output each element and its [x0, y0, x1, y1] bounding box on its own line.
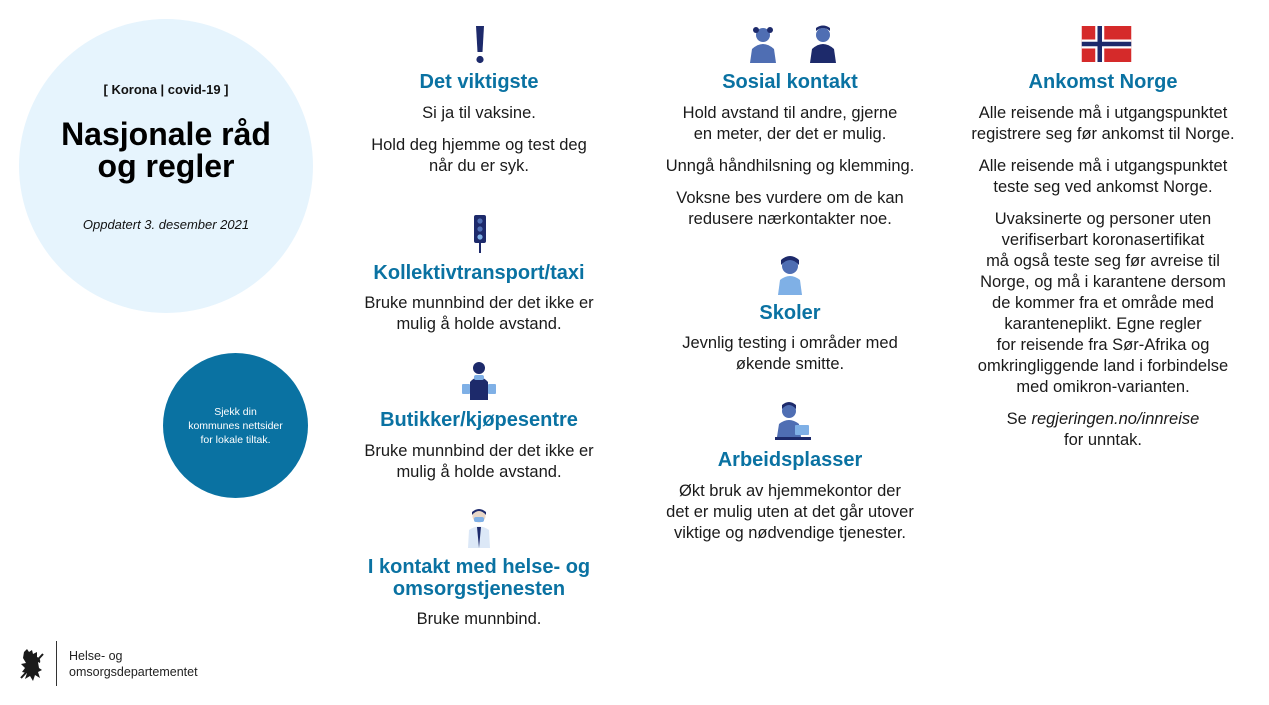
section-ankomst-norge	[943, 71, 1263, 451]
page-title	[19, 118, 313, 182]
student-icon	[776, 255, 804, 295]
shopper-icon	[460, 360, 498, 402]
section-butikker	[329, 409, 629, 483]
norwegian-lion-coat-of-arms-icon	[18, 648, 46, 682]
sosial-p1-line1: Hold avstand til andre, gjerne	[682, 104, 898, 122]
section-det-viktigste	[329, 71, 629, 177]
ministry-name	[69, 648, 198, 680]
viktigste-p2-line1: Hold deg hjemme og test deg	[371, 136, 587, 154]
sosial-p3-line2: redusere nærkontakter noe.	[688, 210, 892, 228]
arbeid-p1-line2: det er mulig uten at det går utover	[666, 503, 914, 521]
ankomst-p3-line1: Uvaksinerte og personer uten	[994, 210, 1212, 228]
updated-date: Oppdatert 3. desember 2021	[82, 217, 250, 232]
section-sosial-kontakt	[640, 71, 940, 230]
section-helse	[329, 556, 629, 630]
topic-tag: [ Korona | covid-19 ]	[103, 82, 229, 97]
skoler-p1-line1: Jevnlig testing i områder med	[682, 334, 898, 352]
section-title-ankomst-norge: Ankomst Norge	[1028, 71, 1178, 93]
ankomst-p3-line5: de kommer fra et område med	[992, 294, 1214, 312]
ankomst-paragraph-2	[943, 156, 1263, 198]
ankomst-p3-line7: for reisende fra Sør-Afrika og	[996, 336, 1210, 354]
transport-paragraph-1	[329, 293, 629, 335]
ankomst-p3-line2: verifiserbart koronasertifikat	[1001, 231, 1205, 249]
ankomst-p3-line9: med omikron-varianten.	[1016, 378, 1190, 396]
traffic-light-icon	[472, 215, 488, 253]
helse-title-line2: omsorgstjenesten	[392, 578, 566, 600]
ankomst-p4-prefix: Se	[1006, 410, 1032, 428]
arbeid-p1-line1: Økt bruk av hjemmekontor der	[679, 482, 901, 500]
ankomst-paragraph-1	[943, 103, 1263, 145]
ankomst-p2-line1: Alle reisende må i utgangspunktet	[978, 157, 1228, 175]
sosial-p1-line2: en meter, der det er mulig.	[693, 125, 887, 143]
arbeid-p1-line3: viktige og nødvendige tjenester.	[673, 524, 907, 542]
viktigste-p2-line2: når du er syk.	[429, 157, 529, 175]
norway-flag-icon	[1081, 26, 1132, 62]
exclamation-icon	[472, 25, 488, 65]
ministry-name-line1: Helse- og	[69, 649, 123, 663]
skoler-paragraph-1	[640, 333, 940, 375]
ankomst-p3-line8: omkringliggende land i forbindelse	[977, 357, 1229, 375]
local-note-line3: for lokale tiltak.	[200, 433, 271, 446]
section-title-sosial-kontakt: Sosial kontakt	[722, 71, 858, 93]
sosial-paragraph-2: Unngå håndhilsning og klemming.	[665, 157, 915, 175]
ministry-name-line2: omsorgsdepartementet	[69, 665, 198, 679]
section-title-butikker: Butikker/kjøpesentre	[380, 409, 578, 431]
regjeringen-innreise-link[interactable]: regjeringen.no/innreise	[1031, 410, 1200, 428]
viktigste-paragraph-2	[329, 135, 629, 177]
transport-p1-line1: Bruke munnbind der det ikke er	[364, 294, 594, 312]
section-kollektivtransport	[329, 262, 629, 335]
helse-title-line1: I kontakt med helse- og	[367, 556, 591, 578]
viktigste-paragraph-1: Si ja til vaksine.	[422, 104, 536, 122]
footer-divider	[56, 641, 57, 686]
ankomst-p3-line4: Norge, og må i karantene dersom	[980, 273, 1226, 291]
skoler-p1-line2: økende smitte.	[735, 355, 845, 373]
ankomst-paragraph-3	[943, 209, 1263, 398]
ankomst-p4-line2: for unntak.	[1064, 431, 1142, 449]
ankomst-p2-line2: teste seg ved ankomst Norge.	[993, 178, 1213, 196]
laptop-worker-icon	[773, 401, 813, 441]
sosial-p3-line1: Voksne bes vurdere om de kan	[676, 189, 904, 207]
section-title-skoler: Skoler	[759, 302, 821, 324]
ankomst-p3-line6: karanteneplikt. Egne regler	[1004, 315, 1202, 333]
ankomst-p3-line3: må også teste seg før avreise til	[986, 252, 1220, 270]
local-note-line1: Sjekk din	[214, 405, 257, 418]
section-title-det-viktigste: Det viktigste	[419, 71, 539, 93]
two-people-icon	[747, 25, 839, 63]
section-skoler	[640, 302, 940, 375]
arbeid-paragraph-1	[640, 481, 940, 544]
ankomst-p1-line1: Alle reisende må i utgangspunktet	[978, 104, 1228, 122]
helse-paragraph-1: Bruke munnbind.	[416, 610, 542, 628]
section-title-helse	[329, 556, 629, 600]
sosial-paragraph-3	[640, 188, 940, 230]
transport-p1-line2: mulig å holde avstand.	[396, 315, 562, 333]
butikker-paragraph-1	[329, 441, 629, 483]
local-note-line2: kommunes nettsider	[188, 419, 283, 432]
section-arbeidsplasser	[640, 449, 940, 544]
butikker-p1-line2: mulig å holde avstand.	[396, 463, 562, 481]
section-title-arbeidsplasser: Arbeidsplasser	[717, 449, 863, 471]
page-title-line1: Nasjonale råd	[61, 116, 271, 152]
local-measures-note	[163, 353, 308, 498]
butikker-p1-line1: Bruke munnbind der det ikke er	[364, 442, 594, 460]
section-title-kollektivtransport: Kollektivtransport/taxi	[373, 262, 585, 284]
doctor-icon	[465, 508, 493, 548]
sosial-paragraph-1	[640, 103, 940, 145]
ankomst-p1-line2: registrere seg før ankomst til Norge.	[971, 125, 1235, 143]
ankomst-paragraph-4	[943, 409, 1263, 451]
page-title-line2: og regler	[97, 148, 235, 184]
